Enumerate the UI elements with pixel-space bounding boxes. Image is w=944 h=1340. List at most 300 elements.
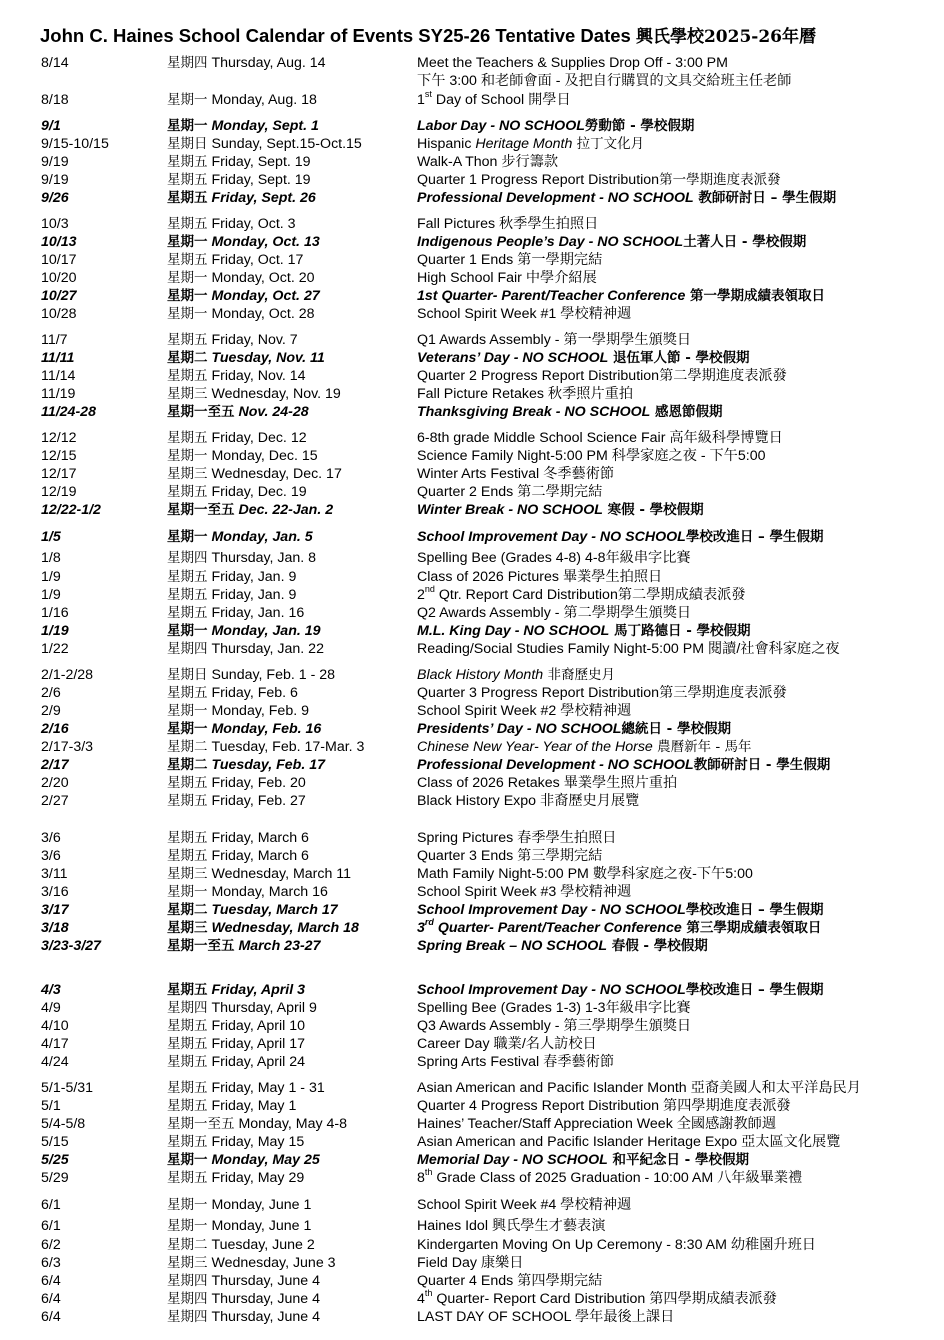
event-text: School Improvement Day - NO SCHOOL xyxy=(417,529,686,545)
event-weekday xyxy=(167,54,326,72)
event-text: Asian American and Pacific Islander Heritage Expo 亞太區文化展覽 xyxy=(417,1134,841,1150)
event-text: LAST DAY OF SCHOOL 學年最後上課日 xyxy=(417,1309,675,1325)
weekday-chinese: 星期五 xyxy=(167,685,208,701)
calendar-row xyxy=(0,1272,944,1290)
weekday-chinese: 星期一 xyxy=(167,118,208,134)
event-weekday xyxy=(167,702,309,720)
event-description xyxy=(417,403,723,421)
event-weekday xyxy=(167,738,364,756)
weekday-english: Wednesday, Dec. 17 xyxy=(211,466,342,482)
title-english: John C. Haines School Calendar of Events SY25-26 Tentative Dates xyxy=(40,25,631,46)
event-weekday xyxy=(167,1151,320,1169)
calendar-row xyxy=(0,135,944,153)
event-date: 12/19 xyxy=(41,484,77,500)
calendar-row xyxy=(0,981,944,999)
weekday-english: March 23-27 xyxy=(238,938,321,954)
weekday-english: Monday, Jan. 19 xyxy=(211,623,321,639)
event-date: 9/1 xyxy=(41,118,61,134)
weekday-chinese: 星期五 xyxy=(167,587,208,603)
event-date: 1/22 xyxy=(41,641,69,657)
calendar-row xyxy=(0,1196,944,1214)
event-text: Quarter 4 Ends 第四學期完結 xyxy=(417,1273,603,1289)
event-description xyxy=(417,501,704,519)
event-date: 8/18 xyxy=(41,92,69,108)
event-text-chinese: 退伍軍人節 - 學校假期 xyxy=(608,350,750,366)
weekday-chinese: 星期三 xyxy=(167,920,208,936)
event-text: School Spirit Week #2 學校精神週 xyxy=(417,703,632,719)
weekday-english: Monday, Jan. 5 xyxy=(211,529,313,545)
event-weekday xyxy=(167,269,315,287)
weekday-english: Monday, Feb. 16 xyxy=(211,721,322,737)
event-description xyxy=(417,91,571,109)
event-description xyxy=(417,135,644,153)
event-text: School Spirit Week #4 學校精神週 xyxy=(417,1197,632,1213)
event-text: Spring Break – NO SCHOOL xyxy=(417,938,607,954)
ordinal-suffix: rd xyxy=(424,917,434,928)
event-text: Haines’ Teacher/Staff Appreciation Week 全國感謝教師週 xyxy=(417,1116,777,1132)
event-weekday xyxy=(167,287,320,305)
weekday-english: Wednesday, Nov. 19 xyxy=(211,386,341,402)
event-date: 2/17-3/3 xyxy=(41,739,94,755)
event-weekday xyxy=(167,1290,320,1308)
calendar-row xyxy=(0,367,944,385)
weekday-chinese: 星期一 xyxy=(167,529,208,545)
calendar-row xyxy=(0,215,944,233)
event-text-chinese: 拉丁文化月 xyxy=(572,136,645,152)
event-description xyxy=(417,666,615,684)
event-weekday xyxy=(167,215,296,233)
event-text: Hispanic xyxy=(417,136,476,152)
event-description xyxy=(417,622,751,640)
event-weekday xyxy=(167,117,319,135)
event-weekday xyxy=(167,640,324,658)
event-weekday xyxy=(167,1169,304,1187)
event-description xyxy=(417,54,728,72)
weekday-chinese: 星期二 xyxy=(167,350,208,366)
calendar-row xyxy=(0,586,944,604)
event-text: 1st Quarter- Parent/Teacher Conference xyxy=(417,288,686,304)
weekday-english: Friday, Jan. 9 xyxy=(211,587,297,603)
calendar-row xyxy=(0,1217,944,1235)
calendar-row xyxy=(0,54,944,89)
calendar-row xyxy=(0,385,944,403)
weekday-english: Wednesday, March 18 xyxy=(211,920,359,936)
calendar-row xyxy=(0,269,944,287)
event-text: Q2 Awards Assembly - 第二學期學生頒獎日 xyxy=(417,605,692,621)
event-text: Class of 2026 Pictures 畢業學生拍照日 xyxy=(417,569,663,585)
weekday-english: Monday, Aug. 18 xyxy=(211,92,317,108)
weekday-chinese: 星期一 xyxy=(167,1218,208,1234)
weekday-chinese: 星期一 xyxy=(167,92,208,108)
event-description xyxy=(417,367,787,385)
event-description xyxy=(417,774,677,792)
event-weekday xyxy=(167,251,303,269)
weekday-english: Friday, Sept. 26 xyxy=(211,190,316,206)
calendar-row xyxy=(0,865,944,883)
weekday-english: Sunday, Sept.15-Oct.15 xyxy=(211,136,362,152)
calendar-row xyxy=(0,604,944,622)
event-date: 10/13 xyxy=(41,234,77,250)
calendar-row xyxy=(0,901,944,919)
event-text: Presidents’ Day - NO SCHOOL xyxy=(417,721,622,737)
event-weekday xyxy=(167,999,317,1017)
event-text: School Spirit Week #3 學校精神週 xyxy=(417,884,632,900)
event-date: 9/19 xyxy=(41,154,69,170)
calendar-row xyxy=(0,153,944,171)
event-description xyxy=(417,792,639,810)
calendar-row xyxy=(0,1151,944,1169)
event-date: 8/14 xyxy=(41,55,69,71)
weekday-english: Friday, Sept. 19 xyxy=(211,172,311,188)
event-date: 1/9 xyxy=(41,587,61,603)
weekday-chinese: 星期一 xyxy=(167,306,208,322)
event-date: 10/17 xyxy=(41,252,77,268)
event-text-chinese: 農曆新年 - 馬年 xyxy=(652,739,752,755)
event-text: 2 xyxy=(417,587,425,603)
weekday-english: Monday, June 1 xyxy=(211,1218,312,1234)
weekday-english: Monday, Oct. 13 xyxy=(211,234,320,250)
weekday-chinese: 星期四 xyxy=(167,641,208,657)
event-date: 1/9 xyxy=(41,569,61,585)
weekday-chinese: 星期五 xyxy=(167,830,208,846)
calendar-row xyxy=(0,774,944,792)
event-text: 8 xyxy=(417,1170,425,1186)
event-date: 3/16 xyxy=(41,884,69,900)
event-description xyxy=(417,1115,776,1133)
event-description xyxy=(417,883,631,901)
event-weekday xyxy=(167,447,318,465)
weekday-chinese: 星期一 xyxy=(167,1152,208,1168)
event-description xyxy=(417,999,691,1017)
event-text-chinese: 馬丁路德日 - 學校假期 xyxy=(609,623,751,639)
event-weekday xyxy=(167,937,320,955)
weekday-chinese: 星期一 xyxy=(167,721,208,737)
weekday-chinese: 星期五 xyxy=(167,848,208,864)
event-text: Professional Development - NO SCHOOL xyxy=(417,190,694,206)
weekday-chinese: 星期五 xyxy=(167,793,208,809)
event-text-chinese: 學校改進日 – 學生假期 xyxy=(685,902,824,918)
calendar-row xyxy=(0,937,944,955)
event-description xyxy=(417,171,781,189)
weekday-english: Friday, Feb. 6 xyxy=(211,685,298,701)
event-date: 4/10 xyxy=(41,1018,69,1034)
weekday-english: Thursday, Jan. 22 xyxy=(211,641,324,657)
calendar-row xyxy=(0,305,944,323)
event-description xyxy=(417,847,602,865)
event-description xyxy=(417,604,691,622)
event-weekday xyxy=(167,604,304,622)
calendar-row xyxy=(0,171,944,189)
event-date: 3/6 xyxy=(41,830,61,846)
weekday-english: Monday, Sept. 1 xyxy=(211,118,319,134)
weekday-english: Friday, April 17 xyxy=(211,1036,306,1052)
event-text-chinese: 教師研討日 - 學生假期 xyxy=(693,757,831,773)
weekday-english: Thursday, June 4 xyxy=(211,1291,321,1307)
event-text-second-line: 下午 3:00 和老師會面 - 及把自行購買的文具交給班主任老師 xyxy=(417,73,792,89)
event-description xyxy=(417,1169,802,1187)
weekday-english: Thursday, Jan. 8 xyxy=(211,550,317,566)
weekday-english: Friday, May 29 xyxy=(211,1170,305,1186)
event-text: Winter Break - NO SCHOOL xyxy=(417,502,603,518)
event-description xyxy=(417,829,616,847)
calendar-row xyxy=(0,465,944,483)
event-text-chinese: 第三學期成績表領取日 xyxy=(681,920,822,936)
event-weekday xyxy=(167,549,316,567)
event-date: 10/28 xyxy=(41,306,77,322)
event-date: 6/3 xyxy=(41,1255,61,1271)
event-description xyxy=(417,756,830,774)
event-text: Quarter 3 Ends 第三學期完結 xyxy=(417,848,603,864)
event-date: 1/5 xyxy=(41,529,61,545)
weekday-english: Friday, Oct. 17 xyxy=(211,252,304,268)
weekday-chinese: 星期五 xyxy=(167,1054,208,1070)
event-text: School Spirit Week #1 學校精神週 xyxy=(417,306,632,322)
weekday-chinese: 星期五 xyxy=(167,172,208,188)
weekday-english: Tuesday, Feb. 17 xyxy=(211,757,326,773)
event-description xyxy=(417,1097,791,1115)
event-description xyxy=(417,189,836,207)
weekday-chinese: 星期一 xyxy=(167,234,208,250)
event-text: Math Family Night-5:00 PM 數學科家庭之夜-下午5:00 xyxy=(417,866,753,882)
calendar-row xyxy=(0,1079,944,1097)
event-text: Asian American and Pacific Islander Month 亞裔美國人和太平洋島民月 xyxy=(417,1080,861,1096)
calendar-row xyxy=(0,1169,944,1187)
event-weekday xyxy=(167,720,321,738)
event-date: 4/3 xyxy=(41,982,61,998)
event-weekday xyxy=(167,305,315,323)
event-description xyxy=(417,640,840,658)
event-text: Memorial Day - NO SCHOOL xyxy=(417,1152,608,1168)
weekday-english: Thursday, April 9 xyxy=(211,1000,317,1016)
event-description xyxy=(417,215,598,233)
event-text-chinese: 學校改進日 – 學生假期 xyxy=(685,529,824,545)
event-text: Kindergarten Moving On Up Ceremony - 8:30 AM 幼稚園升班日 xyxy=(417,1237,816,1253)
calendar-row xyxy=(0,999,944,1017)
calendar-row xyxy=(0,1097,944,1115)
event-weekday xyxy=(167,483,307,501)
weekday-chinese: 星期一 xyxy=(167,1197,208,1213)
weekday-english: Sunday, Feb. 1 - 28 xyxy=(211,667,336,683)
event-date: 6/4 xyxy=(41,1291,61,1307)
ordinal-suffix: st xyxy=(424,89,432,100)
weekday-english: Friday, Jan. 9 xyxy=(211,569,297,585)
weekday-chinese: 星期五 xyxy=(167,332,208,348)
event-text: Quarter 2 Ends 第二學期完結 xyxy=(417,484,603,500)
calendar-row xyxy=(0,189,944,207)
weekday-chinese: 星期一至五 xyxy=(167,938,235,954)
calendar-row xyxy=(0,1254,944,1272)
event-description xyxy=(417,702,631,720)
event-description xyxy=(417,385,633,403)
event-text: Thanksgiving Break - NO SCHOOL xyxy=(417,404,651,420)
event-description xyxy=(417,349,750,367)
event-weekday xyxy=(167,1053,305,1071)
event-description xyxy=(417,937,708,955)
event-date: 12/17 xyxy=(41,466,77,482)
calendar-row xyxy=(0,91,944,109)
weekday-english: Monday, March 16 xyxy=(211,884,328,900)
event-date: 11/7 xyxy=(41,332,68,348)
event-text-chinese: 和平紀念日 - 學校假期 xyxy=(607,1152,749,1168)
event-date: 4/24 xyxy=(41,1054,69,1070)
event-text-chinese: 第一學期進度表派發 xyxy=(659,172,781,188)
event-text-chinese: 寒假 - 學校假期 xyxy=(602,502,704,518)
event-weekday xyxy=(167,774,306,792)
weekday-english: Friday, Feb. 27 xyxy=(211,793,306,809)
event-description xyxy=(417,269,597,287)
event-text: Haines Idol 興氏學生才藝表演 xyxy=(417,1218,606,1234)
event-date: 6/4 xyxy=(41,1309,61,1325)
weekday-english: Dec. 22-Jan. 2 xyxy=(238,502,334,518)
event-weekday xyxy=(167,919,359,937)
event-description xyxy=(417,901,823,919)
calendar-row xyxy=(0,117,944,135)
event-text: Quarter 3 Progress Report Distribution第三學期進度表派發 xyxy=(417,685,787,701)
event-date: 11/24-28 xyxy=(41,404,96,420)
weekday-english: Thursday, June 4 xyxy=(211,1273,321,1289)
event-date: 5/4-5/8 xyxy=(41,1116,86,1132)
event-date: 12/12 xyxy=(41,430,77,446)
event-text-rest: Quarter- Report Card Distribution 第四學期成績表派發 xyxy=(432,1291,777,1307)
event-date: 6/2 xyxy=(41,1237,61,1253)
event-text: Fall Pictures 秋季學生拍照日 xyxy=(417,216,599,232)
calendar-row xyxy=(0,622,944,640)
weekday-english: Monday, Feb. 9 xyxy=(211,703,309,719)
weekday-chinese: 星期一至五 xyxy=(167,1116,235,1132)
weekday-english: Wednesday, March 11 xyxy=(211,866,352,882)
event-date: 6/1 xyxy=(41,1218,61,1234)
calendar-row xyxy=(0,847,944,865)
event-text: School Improvement Day - NO SCHOOL xyxy=(417,902,686,918)
event-text-chinese: 土著人日 - 學校假期 xyxy=(683,234,807,250)
event-date: 5/1-5/31 xyxy=(41,1080,94,1096)
event-description xyxy=(417,1272,602,1290)
event-weekday xyxy=(167,1079,325,1097)
weekday-chinese: 星期五 xyxy=(167,252,208,268)
event-date: 1/19 xyxy=(41,623,69,639)
event-date: 2/20 xyxy=(41,775,69,791)
ordinal-suffix: th xyxy=(424,1288,433,1299)
event-text: Spring Pictures 春季學生拍照日 xyxy=(417,830,617,846)
event-text-rest: Grade Class of 2025 Graduation - 10:00 AM 八年級畢業禮 xyxy=(432,1170,803,1186)
weekday-chinese: 星期四 xyxy=(167,1291,208,1307)
event-description xyxy=(417,305,631,323)
event-description xyxy=(417,1079,861,1097)
weekday-chinese: 星期五 xyxy=(167,1018,208,1034)
weekday-english: Friday, March 6 xyxy=(211,830,309,846)
weekday-chinese: 星期一至五 xyxy=(167,502,235,518)
weekday-chinese: 星期五 xyxy=(167,605,208,621)
event-date: 4/17 xyxy=(41,1036,69,1052)
weekday-english: Friday, May 1 - 31 xyxy=(211,1080,325,1096)
calendar-row xyxy=(0,1053,944,1071)
event-date: 1/16 xyxy=(41,605,69,621)
weekday-english: Nov. 24-28 xyxy=(238,404,309,420)
event-description xyxy=(417,287,825,305)
event-weekday xyxy=(167,528,313,546)
calendar-row xyxy=(0,702,944,720)
event-text: Black History Expo 非裔歷史月展覽 xyxy=(417,793,640,809)
event-description xyxy=(417,1053,614,1071)
event-date: 3/17 xyxy=(41,902,69,918)
event-date: 4/9 xyxy=(41,1000,61,1016)
event-text: Quarter 1 Ends 第一學期完結 xyxy=(417,252,603,268)
event-description xyxy=(417,684,787,702)
calendar-row xyxy=(0,528,944,546)
event-text: Winter Arts Festival 冬季藝術節 xyxy=(417,466,615,482)
calendar-row xyxy=(0,568,944,586)
event-weekday xyxy=(167,367,306,385)
event-text: 3 xyxy=(417,920,425,936)
event-text-chinese: 學校改進日 – 學生假期 xyxy=(685,982,824,998)
weekday-chinese: 星期二 xyxy=(167,757,208,773)
event-text-chinese: 勞動節 - 學校假期 xyxy=(584,118,695,134)
event-weekday xyxy=(167,865,351,883)
event-description xyxy=(417,1151,749,1169)
event-text-rest: Day of School 開學日 xyxy=(431,92,571,108)
event-text: Class of 2026 Retakes 畢業學生照片重拍 xyxy=(417,775,678,791)
weekday-chinese: 星期五 xyxy=(167,1134,208,1150)
event-date: 9/19 xyxy=(41,172,69,188)
calendar-row xyxy=(0,684,944,702)
weekday-english: Wednesday, June 3 xyxy=(211,1255,336,1271)
ordinal-suffix: th xyxy=(424,1167,433,1178)
event-weekday xyxy=(167,1133,304,1151)
event-weekday xyxy=(167,684,298,702)
event-weekday xyxy=(167,1236,315,1254)
weekday-english: Friday, April 3 xyxy=(211,982,306,998)
event-date: 5/1 xyxy=(41,1098,61,1114)
weekday-chinese: 星期二 xyxy=(167,739,208,755)
title-chinese: 興氏學校2025-26年曆 xyxy=(635,27,816,47)
event-date: 9/15-10/15 xyxy=(41,136,109,152)
weekday-chinese: 星期五 xyxy=(167,190,208,206)
weekday-english: Monday, Oct. 20 xyxy=(211,270,315,286)
weekday-english: Friday, Jan. 16 xyxy=(211,605,305,621)
event-date: 2/1-2/28 xyxy=(41,667,94,683)
event-description xyxy=(417,1133,840,1151)
weekday-english: Friday, April 24 xyxy=(211,1054,306,1070)
calendar-row xyxy=(0,883,944,901)
event-description xyxy=(417,251,602,269)
event-text-italic: Black History Month xyxy=(417,667,544,683)
weekday-chinese: 星期三 xyxy=(167,1255,208,1271)
weekday-english: Friday, May 15 xyxy=(211,1134,305,1150)
event-weekday xyxy=(167,1272,320,1290)
calendar-row xyxy=(0,829,944,847)
event-text: Walk-A Thon 步行籌款 xyxy=(417,154,559,170)
event-text: 4 xyxy=(417,1291,425,1307)
weekday-english: Thursday, June 4 xyxy=(211,1309,321,1325)
event-weekday xyxy=(167,1217,311,1235)
weekday-chinese: 星期一 xyxy=(167,703,208,719)
weekday-english: Friday, May 1 xyxy=(211,1098,297,1114)
weekday-english: Tuesday, March 17 xyxy=(211,902,338,918)
weekday-english: Friday, Sept. 19 xyxy=(211,154,311,170)
event-weekday xyxy=(167,403,309,421)
event-text: Field Day 康樂日 xyxy=(417,1255,524,1271)
event-text-rest: Quarter- Parent/Teacher Conference xyxy=(433,920,682,936)
event-description xyxy=(417,465,614,483)
event-date: 6/1 xyxy=(41,1197,61,1213)
event-description xyxy=(417,483,602,501)
weekday-english: Friday, Feb. 20 xyxy=(211,775,306,791)
event-description xyxy=(417,1017,691,1035)
calendar-row xyxy=(0,1133,944,1151)
event-description xyxy=(417,981,823,999)
weekday-chinese: 星期五 xyxy=(167,1080,208,1096)
calendar-row xyxy=(0,640,944,658)
